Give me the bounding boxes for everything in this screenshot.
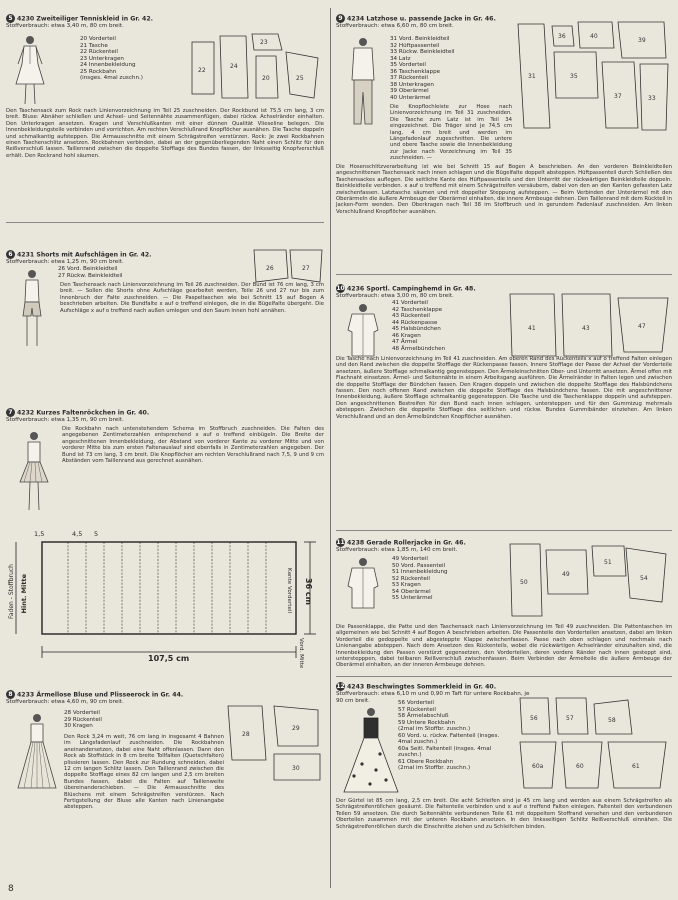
part-item: 41 Vorderteil <box>392 300 428 306</box>
instructions-4234-intro: Die Knopflochleiste zur Hose nach Linienvorzeichnung im Teil 31 zuschneiden. Die Tasche zum Latz ist im Teil 34 eingezeichnet. Die Träger sind je 74,5 cm lang, 4 cm breit und werden im Längsfadenlauf zugeschnitten. Die untere und obere Tasche sowie die Innenbekleidung zur Jacke nach Vorzeichnung im Teil 35 zuschneiden. — <box>390 104 512 162</box>
instructions-4238: Die Passenklappe, die Patte und den Taschensack nach Linienvorzeichnung im Teil 49 zuschneiden. Die Pattentaschen im allgemeinen wie bei Schnitt 4 auf Bogen A beschrieben arbeiten. Die Passenteile den Vorderteilen ansetzen, dabei am linken Vorderteil die gedoppelte und abgesteppte Klappe zwischenfassen. Passe nach oben schlagen und nochmals nach Linienangabe absteppen. Nach dem Ansetzen des Rückenteils, wobei die rückwärtigen Achselränder einzuhalten sind, die Innenbekleidung den Passen verstürzt gegensetzen, den Vorderteilen, deren vordere Ränder nach innen gesteppt sind, unterstepppen, dabei teilbaren Reißverschluß zwischenfassen. Beim Verbinden der Ärmelteile die äußere Armbeuge der Oberärmel einhalten, an der inneren Armbeuge dehnen. <box>336 624 672 669</box>
part-item: 45 Halsbündchen <box>392 326 441 332</box>
instructions-4234: Die Hosenschlitzverarbeitung ist wie bei Schnitt 15 auf Bogen A beschrieben. An den vorderen Beinkleidteilen angeschnittenen Taschensack nach innen schlagen und die Bügelfalte doppelt absteppen. Hüftpassenteil durch Schließen des Taschensackes auflegen. Die seitliche Kante des Hüftpassenteils und den Unterritt der rückwärtigen Beinkleidteile doppeln. Beinkleidteile verbinden. x auf o treffend mit einem Schrägstreifen versäubern, dabei von den an den Kanten gefassten Latz zwischenfassen. Latztasche säumen und mit doppelter Steppung aufsteppen. — Beim Verbinden der Unterärmel mit den Oberärmeln die äußere Armbeuge der Oberärmel einhalten, die innere Armbeuge dehnen. Den Taillenrand mit dem Rückteil in Jacken-Form wenden. Den Oberkragen nach Teil 38 im Stoffbruch und in gerundem Fadenlauf zuschneiden. Am linken Verschlußrand Knopflöcher ausnähen. <box>336 164 672 215</box>
bottom-label-front-center: Vord. Mitte <box>298 638 304 669</box>
dim-height-label: 36 cm <box>304 578 313 605</box>
part-item: 52 Rückenteil <box>392 575 430 582</box>
part-item: 29 Rückenteil <box>64 716 102 723</box>
svg-text:43: 43 <box>582 325 590 332</box>
svg-text:27: 27 <box>302 265 310 272</box>
part-item: 60a Seitl. Faltenteil (insges. 4mal zuschn.) <box>398 745 492 758</box>
parts-list <box>58 266 178 279</box>
instructions-4231: Den Taschensack nach Linienvorzeichnung im Teil 26 zuschneiden. Der Bund ist 76 cm lang, 3 cm breit. — Sollen die Shorts ohne Aufschläge gearbeitet werden, Teile 26 und 27 nur bis zum Innenbruch der Falte zuschneiden. — Die Paspeltaschen wie bei Schnitt 15 auf Bogen A beschrieben arbeiten. Die Bundfalte x auf o treffend einlegen, die in die Bügelfalte übergeht. Die Aufschläge x auf o treffend nach außen umlegen und den Saum innen hohl annähen. <box>60 282 324 314</box>
part-item: 36 Taschenklappe <box>390 68 441 75</box>
section-title: 4231 Shorts mit Aufschlägen in Gr. 42. <box>17 251 152 259</box>
skirt-pleat-schema <box>8 528 326 670</box>
svg-text:35: 35 <box>570 73 578 80</box>
section-number: 9 <box>336 14 345 23</box>
svg-text:49: 49 <box>562 571 570 578</box>
section-title: 4234 Latzhose u. passende Jacke in Gr. 46. <box>347 15 496 23</box>
part-item: 28 Vorderteil <box>64 710 100 716</box>
svg-text:20: 20 <box>262 75 270 82</box>
part-item: 59 Untere Rockbahn <box>398 719 456 726</box>
svg-text:61: 61 <box>632 763 640 770</box>
section-title: 4230 Zweiteiliger Tenniskleid in Gr. 42. <box>17 15 153 23</box>
column-divider <box>330 8 331 888</box>
part-item: 22 Rückenteil <box>80 49 118 55</box>
left-label-grain: Faden - Stoffbruch <box>8 564 15 620</box>
section-4234 <box>336 14 536 30</box>
instructions-4243: Der Gürtel ist 85 cm lang, 2,5 cm breit. Die acht Schleifen sind je 45 cm lang und werden aus einem Schrägstreifen als Schrägstreifenröllchen gesäumt. Die Faltenteile verbinden und x auf o treffend Falten einlegen. Faltenteil den verbundenen Teilen 59 ansetzen. Die durch Seitennähte verbundenen Teile 61 mit doppeltem Stoffrand versehen und den verbundenen Oberteilen zusammen mit der unteren Rockbahn ansetzen. In den linksseitigen Schlitz Reißverschluß einnähen. Die Schrägstreifenröllchen durch die Einschnitte ziehen und zu Schleifchen binden. <box>336 798 672 830</box>
svg-text:31: 31 <box>528 73 536 80</box>
section-number: 10 <box>336 285 345 292</box>
figure-roller-jacket <box>340 556 386 612</box>
fabric-consumption: Stoffverbrauch: etwa 6,60 m, 80 cm breit. <box>336 23 454 29</box>
section-title: 4232 Kurzes Faltenröckchen in Gr. 40. <box>17 409 150 417</box>
part-item: (insges. 4mal zuschn.) <box>80 75 143 81</box>
part-item: 43 Rückenteil <box>392 313 430 319</box>
part-item: 37 Rückenteil <box>390 75 428 81</box>
fabric-consumption: Stoffverbrauch: etwa 1,25 m, 90 cm breit. <box>6 259 124 265</box>
section-divider <box>6 222 324 223</box>
figure-camping-shirt <box>340 302 386 360</box>
fabric-consumption: Stoffverbrauch: etwa 4,60 m, 90 cm breit. <box>6 699 124 705</box>
part-item: 55 Unterärmel <box>392 595 433 601</box>
fabric-consumption: Stoffverbrauch: etwa 6,10 m und 0,90 m Taft für untere Rockbahn, je 90 cm breit. <box>336 691 530 704</box>
instructions-4232: Die Rockbahn nach untenstehendem Schema im Stoffbruch zuschneiden. Die Falten des angegebenen Zentimeterzahlen entsprechend x auf o treffend einbügeln. Die Breite der angeschnittenen Innenbekleidung, der Abstand von vorderer Kante zu vorderer Mitte und von vorderer Mitte bis zum ersten Faltenauslauf sind ebenfalls in Zentimeterzahlen angegeben. Der Bund ist 73 cm lang, 3 cm breit. Die Knopflöcher am rechten Verschlußrand nach 7,5, 9 und 9 cm Abständen vom Taillenrand aus gerechnet ausnähen. <box>62 426 324 465</box>
instructions-4236: Die Tasche nach Linienvorzeichnung im Teil 41 zuschneiden. Am oberen Rand des Rückenteils x auf o treffend Falten einlegen und den Rand zwischen die doppelte Stofflage der Rückenpasse fassen. Innere Stofflage der Passe der Achsel der Vorderteile ansetzen, äußere Stofflage schmalkantig gegensteppen. Den Ärmeleinschnitten Ober- und Unterritt ansetzen. Ärmel offen mit Flachnaht einsetzen. Ärmel- und Seitennähte in einem Arbeitsgang ausführen. Die Ärmelränder in Falten legen und zwischen die doppelte Stofflage der Bündchen fassen. Den Kragen doppeln und zwischen die doppelte Stofflage des Halsbündchens fassen. Den noch offenen Rand zwischen die doppelte Stofflage des Halsbündchens fassen. Die mit angeschnittener Innenbekleidung, äußere Stofflage schmalkantig gegensteppen. Die Tasche und die Taschenklappe doppeln und aufsteppen. Den angeschnittenen Bestreifen für den Bund nach innen schlagen, untersteppen und für den Gummizug mehrmals absteppen. Zwischen die doppelte Stofflage des seitlichen und rückw. Bundes Gummibänder einziehen. Am linken Verschlußrand und an den Ärmelbündchen Knopflöcher ausnähen. <box>336 356 672 420</box>
parts-list <box>392 556 502 602</box>
part-item: 30 Kragen <box>64 723 93 729</box>
part-item: 24 Innenbekleidung <box>80 62 136 68</box>
section-title: 4238 Gerade Rollerjacke in Gr. 46. <box>347 539 466 547</box>
svg-text:30: 30 <box>292 765 300 772</box>
part-item: 27 Rückw. Beinkleidteil <box>58 272 123 279</box>
section-4231 <box>6 250 206 266</box>
dim-top-left-label: 1,5 <box>34 530 45 538</box>
part-item: 23 Unterkragen <box>80 55 124 62</box>
pattern-pieces-4233 <box>222 700 326 796</box>
part-item: 34 Latz <box>390 55 411 62</box>
svg-text:60: 60 <box>576 763 584 770</box>
part-item: 56 Vorderteil <box>398 700 434 706</box>
section-divider <box>336 676 672 677</box>
part-item: 53 Kragen <box>392 582 421 588</box>
svg-text:54: 54 <box>640 575 648 582</box>
section-number: 12 <box>336 683 345 690</box>
svg-text:51: 51 <box>604 559 612 566</box>
figure-shorts <box>14 268 50 350</box>
section-divider <box>336 274 672 275</box>
part-item: 40 Unterärmel <box>390 94 431 101</box>
svg-text:50: 50 <box>520 579 528 586</box>
section-header <box>336 682 536 691</box>
dim-small-a: 4,5 <box>72 530 83 538</box>
part-item: 46 Kragen <box>392 332 421 339</box>
part-item: 26 Vord. Beinkleidteil <box>58 266 118 272</box>
svg-text:60a: 60a <box>532 763 544 770</box>
section-number: 5 <box>6 14 15 23</box>
part-item: 60 Vord. u. rückw. Faltenteil (insges. 4mal zuschn.) <box>398 732 500 745</box>
instructions-4230: Den Taschensack zum Rock nach Linienvorzeichnung im Teil 25 zuschneiden. Der Rockbund ist 75,5 cm lang, 3 cm breit. Bluse: Abnäher schließen und Achsel- und Seitennähte zusammenfügen, dabei rückw. Achselränder einhalten. Den Unterkragen ansetzen. Kragen und Verschlußkanten mit einer dünnen Qualität Vlieseline belegen. Die Innenbekleidungsteile verbinden und vorrichten. Am rechten Verschlußrand Knopflöcher ausnähen. Die Tasche doppeln und schmalkantig aufsteppen. Die Armausschnitte mit einem Schrägstreifen verstürzen. Rock: Je zwei Rockbahnen einen Taschenschlitz ansetzen. Rockbahnen verbinden, dabei an der gegenüberliegenden Naht einen Schlitz für den Reißverschluß lassen. Taillenrand zwischen die doppelte Stofflage des Bundes fassen, der linksseitig Knopfverschluß erhält. Den Rockrand hohl säumen. <box>6 108 324 159</box>
part-item: 61 Obere Rockbahn <box>398 758 454 765</box>
fabric-consumption: Stoffverbrauch: etwa 1,35 m, 90 cm breit. <box>6 417 124 423</box>
part-item: 25 Rockbahn <box>80 68 117 75</box>
svg-text:37: 37 <box>614 93 622 100</box>
svg-text:47: 47 <box>638 323 646 330</box>
pattern-pieces-4243 <box>516 690 672 794</box>
figure-pleated-skirt <box>14 430 54 514</box>
part-item: (2mal im Stoffbr. zuschn.) <box>398 726 471 732</box>
part-item: 31 Vord. Beinkleidteil <box>390 36 450 42</box>
svg-text:26: 26 <box>266 265 274 272</box>
figure-summer-dress <box>340 706 402 798</box>
parts-list <box>64 710 124 730</box>
svg-text:39: 39 <box>638 37 646 44</box>
part-item: 44 Rückenpasse <box>392 319 438 326</box>
parts-list <box>80 36 200 82</box>
svg-text:56: 56 <box>530 715 538 722</box>
svg-text:58: 58 <box>608 717 616 724</box>
part-item: (2mal im Stoffbr. zuschn.) <box>398 765 471 771</box>
svg-text:23: 23 <box>260 39 268 46</box>
svg-text:41: 41 <box>528 325 536 332</box>
section-title: 4236 Sportl. Campinghemd in Gr. 48. <box>347 285 476 293</box>
part-item: 42 Taschenklappe <box>392 306 443 313</box>
figure-blouse-pleated-skirt <box>12 712 62 796</box>
dim-small-b: 5 <box>94 530 99 538</box>
right-label-front-edge: Kante Vorderteil <box>286 568 292 614</box>
section-title: 4233 Ärmellose Bluse und Plisseerock in Gr. 44. <box>17 691 184 699</box>
pattern-pieces-4238 <box>506 540 672 624</box>
part-item: 21 Tasche <box>80 42 108 49</box>
instructions-4233: Den Rock 3,24 m weit, 76 cm lang in insgesamt 4 Bahnen im Längsfadenlauf zuschneiden. Die Rockbahnen aneinandersetzen, dabei eine Naht offenlassen. Dann den Rock ab Stoffstück in 8 cm breite Tollfalten (Quetschfalten) plissieren lassen. Den Rock zur Rundung schneiden, dabei 12 cm langen Schlitz lassen. Den Taillenrand zwischen die doppelte Stofflage eines 82 cm langen und 2,5 cm breiten Bundes fassen, dabei die Falten auf Taillenweite übereinanderschieben. — Die Armausschnitte des Blüschens mit einem Schrägstreifen verstürzen. Nach Fertigstellung der Bluse alle Kanten nach Linienangabe absteppen. <box>64 734 224 811</box>
section-4230 <box>6 14 206 30</box>
part-item: 47 Ärmel <box>392 339 418 345</box>
section-number: 11 <box>336 539 345 546</box>
svg-text:40: 40 <box>590 33 598 40</box>
part-item: 51 Innenbekleidung <box>392 569 448 575</box>
part-item: 38 Unterkragen <box>390 81 434 88</box>
section-title: 4243 Beschwingtes Sommerkleid in Gr. 40. <box>347 683 497 691</box>
part-item: 57 Rückenteil <box>398 706 436 713</box>
pattern-pieces-4236 <box>506 290 672 364</box>
fabric-consumption: Stoffverbrauch: etwa 3,40 m, 80 cm breit. <box>6 23 124 29</box>
section-divider <box>336 530 672 531</box>
parts-list <box>398 700 514 772</box>
svg-text:29: 29 <box>292 725 300 732</box>
parts-list <box>392 300 502 352</box>
part-item: 48 Ärmelbündchen <box>392 345 446 352</box>
part-item: 39 Oberärmel <box>390 88 429 94</box>
fabric-consumption: Stoffverbrauch: etwa 1,85 m, 140 cm breit. <box>336 547 458 553</box>
part-item: 50 Vord. Passenteil <box>392 562 446 569</box>
part-item: 20 Vorderteil <box>80 36 116 42</box>
left-label-center-back: Hint. Mitte <box>20 574 28 614</box>
svg-text:25: 25 <box>296 75 304 82</box>
section-header <box>6 690 266 699</box>
part-item: 49 Vorderteil <box>392 556 428 562</box>
svg-text:33: 33 <box>648 95 656 102</box>
pattern-pieces-4234 <box>514 18 672 142</box>
pattern-pieces-4230 <box>186 28 324 108</box>
svg-text:57: 57 <box>566 715 574 722</box>
parts-list <box>390 36 500 101</box>
part-item: 54 Oberärmel <box>392 588 431 595</box>
section-4232 <box>6 408 266 424</box>
section-number: 6 <box>6 250 15 259</box>
section-number: 7 <box>6 408 15 417</box>
dim-width-label: 107,5 cm <box>148 654 190 663</box>
page-number: 8 <box>8 884 14 894</box>
section-header <box>6 408 266 417</box>
svg-text:28: 28 <box>242 731 250 738</box>
svg-text:22: 22 <box>198 67 206 74</box>
section-header <box>336 14 536 23</box>
figure-tennis-dress <box>10 34 50 106</box>
section-number: 8 <box>6 690 15 699</box>
part-item: 35 Vorderteil <box>390 62 426 68</box>
part-item: 32 Hüftpassenteil <box>390 42 440 49</box>
section-header <box>6 250 206 259</box>
figure-overalls-jacket <box>340 36 386 128</box>
section-header <box>6 14 206 23</box>
part-item: 58 Ärmelabschluß <box>398 713 449 719</box>
svg-text:36: 36 <box>558 33 566 40</box>
part-item: 33 Rückw. Beinkleidteil <box>390 49 455 55</box>
svg-text:24: 24 <box>230 63 238 70</box>
fabric-consumption: Stoffverbrauch: etwa 3,00 m, 80 cm breit. <box>336 293 454 299</box>
